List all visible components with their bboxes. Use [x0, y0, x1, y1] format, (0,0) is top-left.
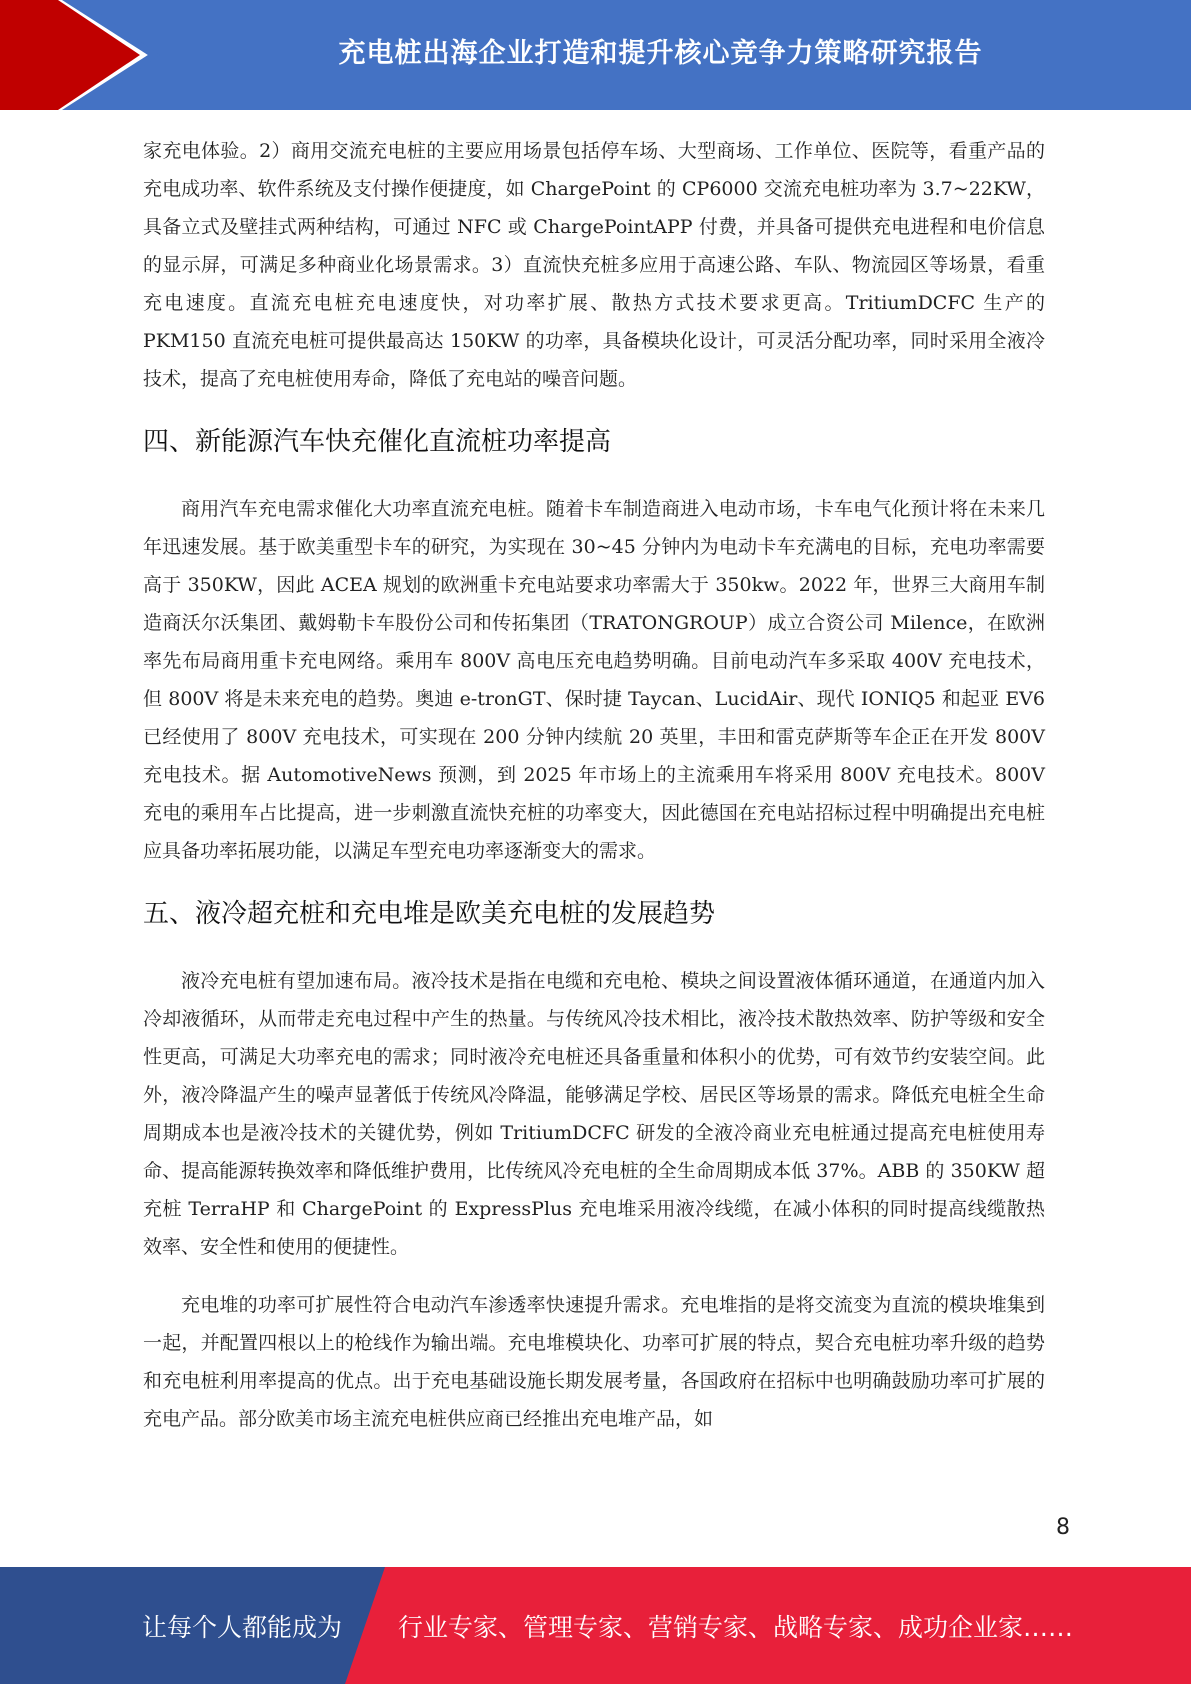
body-paragraph: 家充电体验。2）商用交流充电桩的主要应用场景包括停车场、大型商场、工作单位、医院等，看重产品的充电成功率、软件系统及支付操作便捷度，如 ChargePoint 的 CP6000 交流充电桩功率为 3.7~22KW，具备立式及壁挂式两种结构，可通过 NFC 或 ChargePointAPP 付费，并具备可提供充电进程和电价信息的显示屏，可满足多种商业化场景需求。3）直流快充桩多应用于高速公路、车队、物流园区等场景，看重充电速度。直流充电桩充电速度快，对功率扩展、散热方式技术要求更高。TritiumDCFC 生产的 PKM150 直流充电桩可提供最高达 150KW 的功率，具备模块化设计，可灵活分配功率，同时采用全液冷技术，提高了充电桩使用寿命，降低了充电站的噪音问题。	[143, 140, 1045, 390]
page-content	[143, 132, 1045, 1438]
body-paragraph: 液冷充电桩有望加速布局。液冷技术是指在电缆和充电枪、模块之间设置液体循环通道，在通道内加入冷却液循环，从而带走充电过程中产生的热量。与传统风冷技术相比，液冷技术散热效率、防护等级和安全性更高，可满足大功率充电的需求；同时液冷充电桩还具备重量和体积小的优势，可有效节约安装空间。此外，液冷降温产生的噪声显著低于传统风冷降温，能够满足学校、居民区等场景的需求。降低充电桩全生命周期成本也是液冷技术的关键优势，例如 TritiumDCFC 研发的全液冷商业充电桩通过提高充电桩使用寿命、提高能源转换效率和降低维护费用，比传统风冷充电桩的全生命周期成本低 37%。ABB 的 350KW 超充桩 TerraHP 和 ChargePoint 的 ExpressPlus 充电堆采用液冷线缆，在减小体积的同时提高线缆散热效率、安全性和使用的便捷性。	[143, 970, 1045, 1258]
body-paragraph: 充电堆的功率可扩展性符合电动汽车渗透率快速提升需求。充电堆指的是将交流变为直流的模块堆集到一起，并配置四根以上的枪线作为输出端。充电堆模块化、功率可扩展的特点，契合充电桩功率升级的趋势和充电桩利用率提高的优点。出于充电基础设施长期发展考量，各国政府在招标中也明确鼓励功率可扩展的充电产品。部分欧美市场主流充电桩供应商已经推出充电堆产品，如	[143, 1294, 1045, 1430]
footer-slogan-right: 行业专家、管理专家、营销专家、战略专家、成功企业家……	[398, 1612, 1074, 1642]
header-arrow-decoration	[0, 0, 160, 110]
page-header	[0, 0, 1191, 110]
page-footer	[0, 1567, 1191, 1684]
report-title: 充电桩出海企业打造和提升核心竞争力策略研究报告	[338, 37, 983, 69]
section-heading: 五、液冷超充桩和充电堆是欧美充电桩的发展趋势	[143, 899, 716, 929]
body-paragraph: 商用汽车充电需求催化大功率直流充电桩。随着卡车制造商进入电动市场，卡车电气化预计将在未来几年迅速发展。基于欧美重型卡车的研究，为实现在 30~45 分钟内为电动卡车充满电的目标，充电功率需要高于 350KW，因此 ACEA 规划的欧洲重卡充电站要求功率需大于 350kw。2022 年，世界三大商用车制造商沃尔沃集团、戴姆勒卡车股份公司和传拓集团（TRATONGROUP）成立合资公司 Milence，在欧洲率先布局商用重卡充电网络。乘用车 800V 高电压充电趋势明确。目前电动汽车多采取 400V 充电技术，但 800V 将是未来充电的趋势。奥迪 e-tronGT、保时捷 Taycan、LucidAir、现代 IONIQ5 和起亚 EV6 已经使用了 800V 充电技术，可实现在 200 分钟内续航 20 英里，丰田和雷克萨斯等车企正在开发 800V 充电技术。据 AutomotiveNews 预测，到 2025 年市场上的主流乘用车将采用 800V 充电技术。800V 充电的乘用车占比提高，进一步刺激直流快充桩的功率变大，因此德国在充电站招标过程中明确提出充电桩应具备功率拓展功能，以满足车型充电功率逐渐变大的需求。	[143, 498, 1045, 862]
footer-slogan-left: 让每个人都能成为	[142, 1612, 343, 1642]
page-number: 8	[1056, 1515, 1070, 1540]
section-heading: 四、新能源汽车快充催化直流桩功率提高	[143, 427, 612, 457]
